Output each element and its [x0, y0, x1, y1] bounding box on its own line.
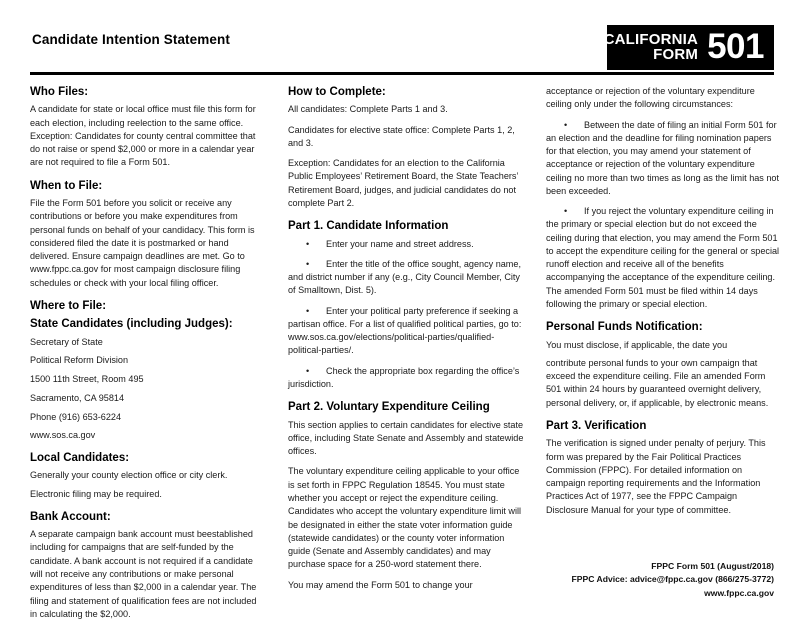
- column-left: [30, 85, 266, 628]
- heading-when-to-file: When to File:: [30, 179, 103, 192]
- page-header: [24, 0, 776, 72]
- list-item-text: Check the appropriate box regarding the office’s jurisdiction.: [288, 365, 520, 389]
- page-footer: [572, 560, 774, 600]
- footer-advice-contact: FPPC Advice: advice@fppc.ca.gov (866/275-3772): [571, 574, 774, 585]
- content-columns: [24, 75, 780, 628]
- list-item: [288, 258, 524, 298]
- footer-website: www.fppc.ca.gov: [704, 587, 774, 598]
- bullet-icon: •: [306, 258, 310, 269]
- heading-how-to-complete: How to Complete:: [288, 86, 386, 98]
- address-line-website: www.sos.ca.gov: [30, 430, 96, 441]
- form-badge-words: [604, 32, 699, 64]
- list-item-text: Enter your political party preference if seeking a partisan office. For a list of qualified political parties, go to: www.sos.ca.gov/elections/political-parties/qualified-political-parties/.: [288, 305, 522, 356]
- column-middle: [288, 85, 524, 628]
- text-local-candidates-2: Electronic filing may be required.: [30, 489, 162, 500]
- text-when-to-file: File the Form 501 before you solicit or receive any contributions or before you make expenditures from personal funds on behalf of your candidacy. This form is considered filed the date it is postmarked or hand delivered. Ensure campaign deadlines are met. Go to www.fppc.ca.gov for most campaign disclosure filing schedules or check with your local filing officer.: [30, 198, 255, 288]
- list-part-1-instructions: [288, 238, 524, 392]
- list-item: [288, 365, 524, 392]
- text-personal-funds-1: You must disclose, if applicable, the date you: [546, 339, 728, 350]
- text-amend-continuation: acceptance or rejection of the voluntary expenditure ceiling only under the following circumstances:: [546, 86, 755, 110]
- heading-part-1: Part 1. Candidate Information: [288, 220, 449, 233]
- text-who-files: A candidate for state or local office must file this form for each election, including reelection to the same office. Exception: Candidates for county central committee that do not raise or spend $2,000 or more in a calendar year are not required to file a Form 501.: [30, 104, 256, 168]
- heading-local-candidates: Local Candidates:: [30, 452, 130, 464]
- text-how-to-complete-exception: Exception: Candidates for an election to the California Public Employees’ Retirement Board, the State Teachers’ Retirement Board, judges, and judicial candidates do not complete Part 2.: [288, 158, 519, 208]
- list-item: [546, 205, 782, 311]
- form-badge-state: CALIFORNIA: [603, 30, 699, 48]
- address-line: Political Reform Division: [30, 355, 129, 366]
- bullet-icon: •: [306, 238, 310, 249]
- bullet-icon: •: [564, 119, 568, 130]
- text-part-3-verification: The verification is signed under penalty of perjury. This form was prepared by the Fair Political Practices Commission (FPPC). For detailed information on campaign reporting requirements and the Information Practices Act of 1977, see the FPPC Campaign Disclosure Manual for your type of committee.: [546, 438, 766, 515]
- list-item-text: Enter the title of the office sought, agency name, and district number if any (e.g., City Council Member, City of Smalltown, Dist. 5).: [288, 258, 521, 296]
- list-amend-circumstances: [546, 119, 782, 312]
- page-title: Candidate Intention Statement: [32, 32, 230, 47]
- heading-part-3: Part 3. Verification: [546, 419, 647, 432]
- column-right: [546, 85, 782, 628]
- list-item: [288, 238, 524, 251]
- heading-who-files: Who Files:: [30, 86, 89, 98]
- bullet-icon: •: [564, 206, 568, 217]
- heading-where-to-file: Where to File:: [30, 299, 107, 312]
- heading-bank-account: Bank Account:: [30, 510, 111, 523]
- text-part-2-ceiling: The voluntary expenditure ceiling applicable to your office is set forth in FPPC Regulation 18545. You must state whether you accept or reject the expenditure ceiling. Candidates who accept the voluntary expenditure limit will be designated in either the state voter information guide (statewide candidates) or the county voter information guide (Senate and Assembly candidates) and may purchase space for a 250-word statement there.: [288, 466, 522, 570]
- list-item: [546, 119, 782, 199]
- heading-personal-funds: Personal Funds Notification:: [546, 321, 703, 334]
- heading-state-candidates: State Candidates (including Judges):: [30, 318, 233, 331]
- text-how-to-complete-2: Candidates for elective state office: Complete Parts 1, 2, and 3.: [288, 124, 515, 148]
- footer-form-version: FPPC Form 501 (August/2018): [651, 561, 774, 572]
- address-line: Sacramento, CA 95814: [30, 392, 125, 403]
- form-badge-form-word: FORM: [653, 46, 699, 63]
- list-item-text: Between the date of filing an initial Form 501 for an election and the deadline for filing nomination papers for that election, you may amend your statement of acceptance or rejection of the voluntary expenditure ceiling no more than two times as long as the limit has not been exceeded.: [546, 119, 780, 196]
- text-how-to-complete-1: All candidates: Complete Parts 1 and 3.: [288, 104, 448, 115]
- text-personal-funds-2: contribute personal funds to your own campaign that exceed the expenditure ceiling. File an amended Form 501 within 24 hours by guaranteed overnight delivery, personal delivery, or, if applicable, by electronic means.: [546, 357, 769, 408]
- bullet-icon: •: [306, 365, 310, 376]
- form-badge: [603, 25, 774, 70]
- bullet-icon: •: [306, 305, 310, 316]
- text-part-2-intro: This section applies to certain candidates for elective state office, including State Senate and Assembly and statewide offices.: [288, 419, 524, 457]
- address-line-phone: Phone (916) 653-6224: [30, 411, 122, 422]
- text-local-candidates-1: Generally your county election office or city clerk.: [30, 470, 228, 481]
- text-part-2-amend: You may amend the Form 501 to change your: [288, 579, 473, 590]
- list-item: [288, 305, 524, 358]
- list-item-text: If you reject the voluntary expenditure ceiling in the primary or special election but do not exceed the ceiling during that election, you may amend the Form 501 to accept the expenditure ceiling for the general or special runoff election and receive all of the benefits accompanying the acceptance of the expenditure ceiling. The amended Form 501 must be filed within 14 days following the primary or special election.: [546, 206, 780, 309]
- text-bank-account: A separate campaign bank account must beestablished including for campaigns that are self-funded by the candidate. A bank account is not required if a candidate will not receive any contributions or make personal expenditures of less than $2,000 in a calendar year. The filing and statement of qualification fees are not included in calculating the $2,000.: [30, 529, 257, 619]
- heading-part-2: Part 2. Voluntary Expenditure Ceiling: [288, 401, 490, 414]
- address-line: Secretary of State: [30, 336, 103, 347]
- address-line: 1500 11th Street, Room 495: [30, 374, 144, 385]
- form-badge-number: 501: [707, 27, 764, 67]
- list-item-text: Enter your name and street address.: [326, 238, 474, 249]
